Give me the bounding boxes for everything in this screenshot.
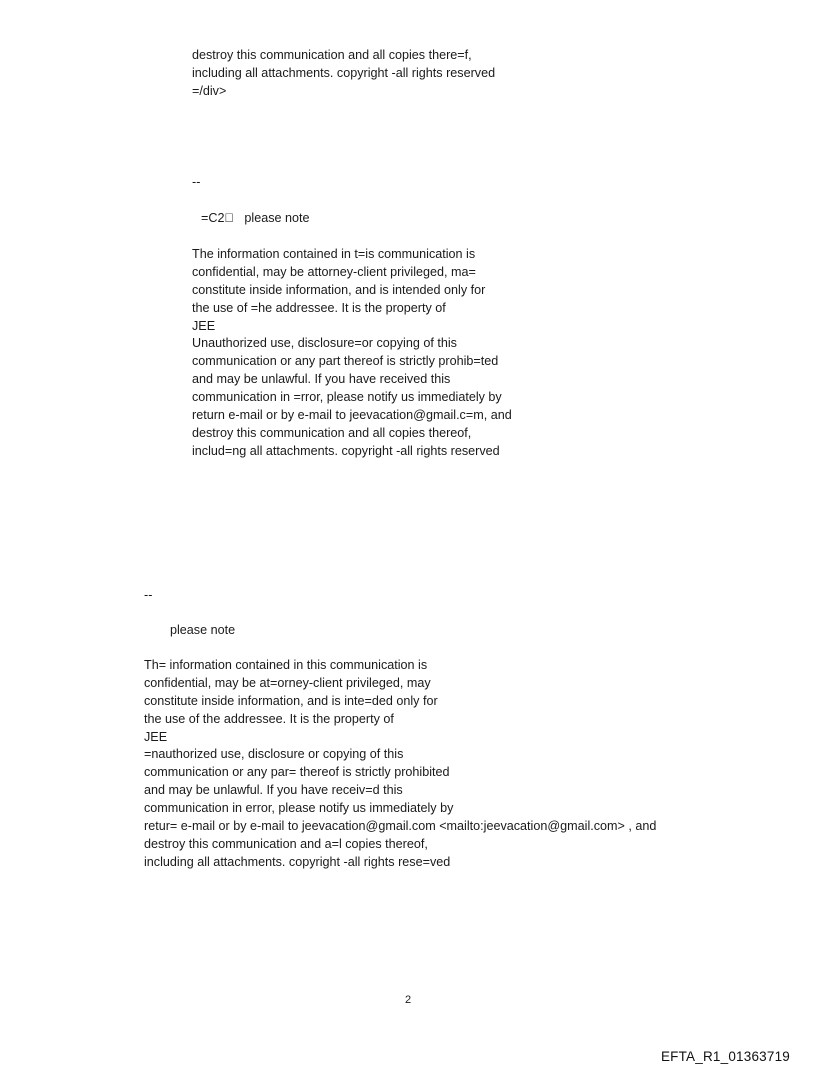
- text-line: =nauthorized use, disclosure or copying of this: [144, 747, 404, 762]
- text-line: Th= information contained in this communication is: [144, 658, 428, 672]
- text-line: and may be unlawful. If you have receiv=d this: [144, 783, 403, 798]
- document-id: EFTA_R1_01363719: [660, 1049, 790, 1064]
- text-line: destroy this communication and all copies thereof,: [192, 425, 472, 440]
- text-line: communication or any par= thereof is strictly prohibited: [144, 765, 450, 780]
- disclaimer-continuation: [192, 47, 495, 101]
- text-line: confidential, may be at=orney-client privileged, may: [144, 675, 431, 690]
- text-line: including all attachments. copyright -all rights reserved: [192, 65, 496, 80]
- text-line: The information contained in t=is communication is: [192, 247, 476, 261]
- please-note-heading: =C2  please note: [201, 211, 310, 225]
- please-note-heading: please note: [170, 623, 236, 637]
- text-line: constitute inside information, and is inte=ded only for: [144, 693, 438, 708]
- text-line: destroy this communication and a=l copies thereof,: [144, 836, 428, 851]
- page-number: 2: [404, 994, 412, 1006]
- disclaimer-paragraph: [192, 246, 512, 461]
- text-line: communication in error, please notify us immediately by: [144, 801, 454, 816]
- text-line: includ=ng all attachments. copyright -all rights reserved: [192, 443, 500, 458]
- text-line: JEE: [144, 729, 168, 744]
- signature-separator: --: [144, 588, 153, 602]
- text-line: including all attachments. copyright -all rights rese=ved: [144, 854, 451, 869]
- text-line: retur= e-mail or by e-mail to jeevacation@gmail.com <mailto:jeevacation@gmail.com> , and: [144, 819, 657, 834]
- text-line: the use of =he addressee. It is the property of: [192, 300, 446, 315]
- text-line: =/div>: [192, 83, 227, 98]
- text-line: confidential, may be attorney-client privileged, ma=: [192, 264, 476, 279]
- disclaimer-paragraph: [144, 657, 656, 872]
- text-line: the use of the addressee. It is the property of: [144, 711, 394, 726]
- signature-separator: --: [192, 175, 201, 189]
- text-line: constitute inside information, and is intended only for: [192, 282, 486, 297]
- text-line: and may be unlawful. If you have received this: [192, 372, 451, 387]
- text-line: return e-mail or by e-mail to jeevacation@gmail.c=m, and: [192, 408, 512, 423]
- text-line: communication in =rror, please notify us immediately by: [192, 390, 502, 405]
- text-line: destroy this communication and all copies there=f,: [192, 48, 472, 62]
- text-line: Unauthorized use, disclosure=or copying of this: [192, 336, 457, 351]
- text-line: JEE: [192, 318, 216, 333]
- text-line: communication or any part thereof is strictly prohib=ted: [192, 354, 499, 369]
